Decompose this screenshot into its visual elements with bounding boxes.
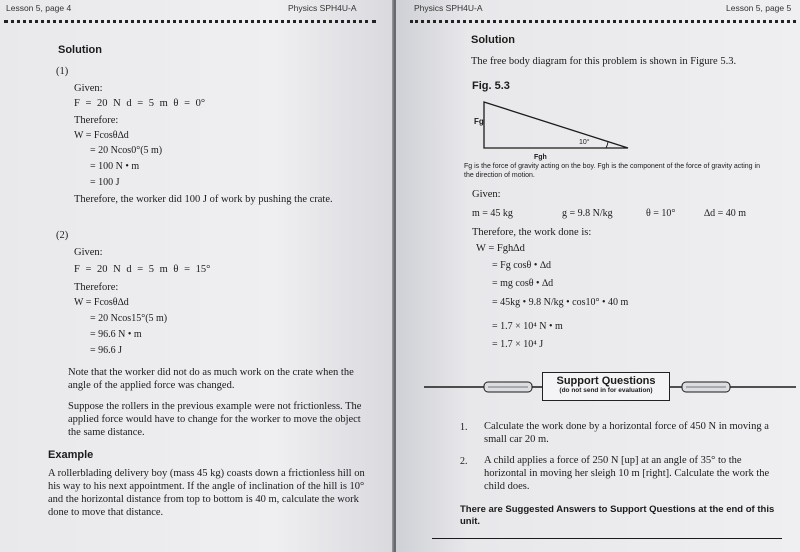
left-page-number: Lesson 5, page 4	[6, 3, 72, 13]
question-text: Calculate the work done by a horizontal force of 450 N in moving a small car 20 m.	[484, 421, 769, 445]
therefore-label: Therefore, the work done is:	[472, 227, 592, 238]
fgh-label: Fgh	[534, 154, 547, 161]
equation-line: W = Fcosθ∆d	[74, 297, 129, 308]
work-equation: W = Fgh∆d	[476, 243, 525, 254]
equation-line: = 96.6 N • m	[90, 329, 142, 340]
solution-heading: Solution	[58, 44, 102, 56]
given-label: Given:	[74, 247, 103, 258]
footer-rule	[432, 538, 782, 539]
right-course-code: Physics SPH4U-A	[414, 3, 483, 13]
therefore-label: Therefore:	[74, 115, 119, 126]
banner-rule-right	[670, 379, 796, 395]
part-1-label: (1)	[56, 66, 69, 77]
header-dotted-rule	[410, 20, 796, 23]
left-page	[0, 0, 394, 552]
right-page	[396, 0, 800, 552]
equation-line: W = Fcosθ∆d	[74, 130, 129, 141]
solution-heading: Solution	[471, 34, 515, 46]
work-equation: = 1.7 × 10⁴ N • m	[492, 321, 563, 332]
given-values: F = 20 N d = 5 m θ = 15°	[74, 264, 211, 275]
example-paragraph: A rollerblading delivery boy (mass 45 kg) coasts down a frictionless hill on his way to his next appointment. If the angle of inclination of the hill is 10° and the horizontal distance from top to bottom is 40 m, calculate the work done to move that distance.	[48, 468, 365, 518]
support-questions-box	[542, 372, 670, 401]
free-body-diagram	[478, 96, 638, 166]
work-equation: = 45kg • 9.8 N/kg • cos10° • 40 m	[492, 297, 629, 308]
support-questions-title: Support Questions	[556, 375, 656, 387]
work-equation: = 1.7 × 10⁴ J	[492, 339, 544, 350]
given-gravity: g = 9.8 N/kg	[562, 208, 613, 219]
therefore-label: Therefore:	[74, 282, 119, 293]
equation-line: = 96.6 J	[90, 345, 123, 356]
work-equation: = mg cosθ • ∆d	[492, 278, 554, 289]
left-course-code: Physics SPH4U-A	[288, 3, 357, 13]
equation-line: = 20 Ncos15°(5 m)	[90, 313, 168, 324]
given-label: Given:	[74, 83, 103, 94]
figure-intro: The free body diagram for this problem is shown in Figure 5.3.	[471, 56, 737, 67]
given-mass: m = 45 kg	[472, 208, 513, 219]
equation-line: = 20 Ncos0°(5 m)	[90, 145, 163, 156]
right-page-number: Lesson 5, page 5	[726, 3, 792, 13]
support-questions-subtitle: (do not send in for evaluation)	[559, 387, 653, 394]
figure-caption: Fg is the force of gravity acting on the boy. Fgh is the component of the force of gravity acting in the direction of motion.	[464, 163, 760, 179]
given-angle: θ = 10°	[646, 208, 676, 219]
figure-title: Fig. 5.3	[472, 80, 510, 92]
suppose-paragraph: Suppose the rollers in the previous example were not frictionless. The applied force would have to change for the worker to move the object the same distance.	[68, 401, 362, 438]
question-number: 1.	[460, 422, 468, 433]
given-values: F = 20 N d = 5 m θ = 0°	[74, 98, 206, 109]
question-text: A child applies a force of 250 N [up] at an angle of 35° to the horizontal in moving her sleigh 10 m [right]. Calculate the work the child does.	[484, 455, 770, 492]
work-equation: = Fg cosθ • ∆d	[492, 260, 551, 271]
given-label: Given:	[472, 189, 501, 200]
suggested-answers-note: There are Suggested Answers to Support Questions at the end of this unit.	[460, 504, 775, 527]
equation-line: = 100 J	[90, 177, 120, 188]
question-number: 2.	[460, 456, 468, 467]
part-1-conclusion: Therefore, the worker did 100 J of work by pushing the crate.	[74, 194, 333, 205]
equation-line: = 100 N • m	[90, 161, 140, 172]
header-dotted-rule	[4, 20, 376, 23]
example-heading: Example	[48, 449, 94, 461]
part-2-label: (2)	[56, 230, 69, 241]
fg-label: Fg	[474, 117, 484, 126]
given-distance: ∆d = 40 m	[704, 208, 747, 219]
angle-label: 10°	[579, 139, 590, 146]
note-paragraph: Note that the worker did not do as much work on the crate when the angle of the applied force was changed.	[68, 367, 354, 391]
